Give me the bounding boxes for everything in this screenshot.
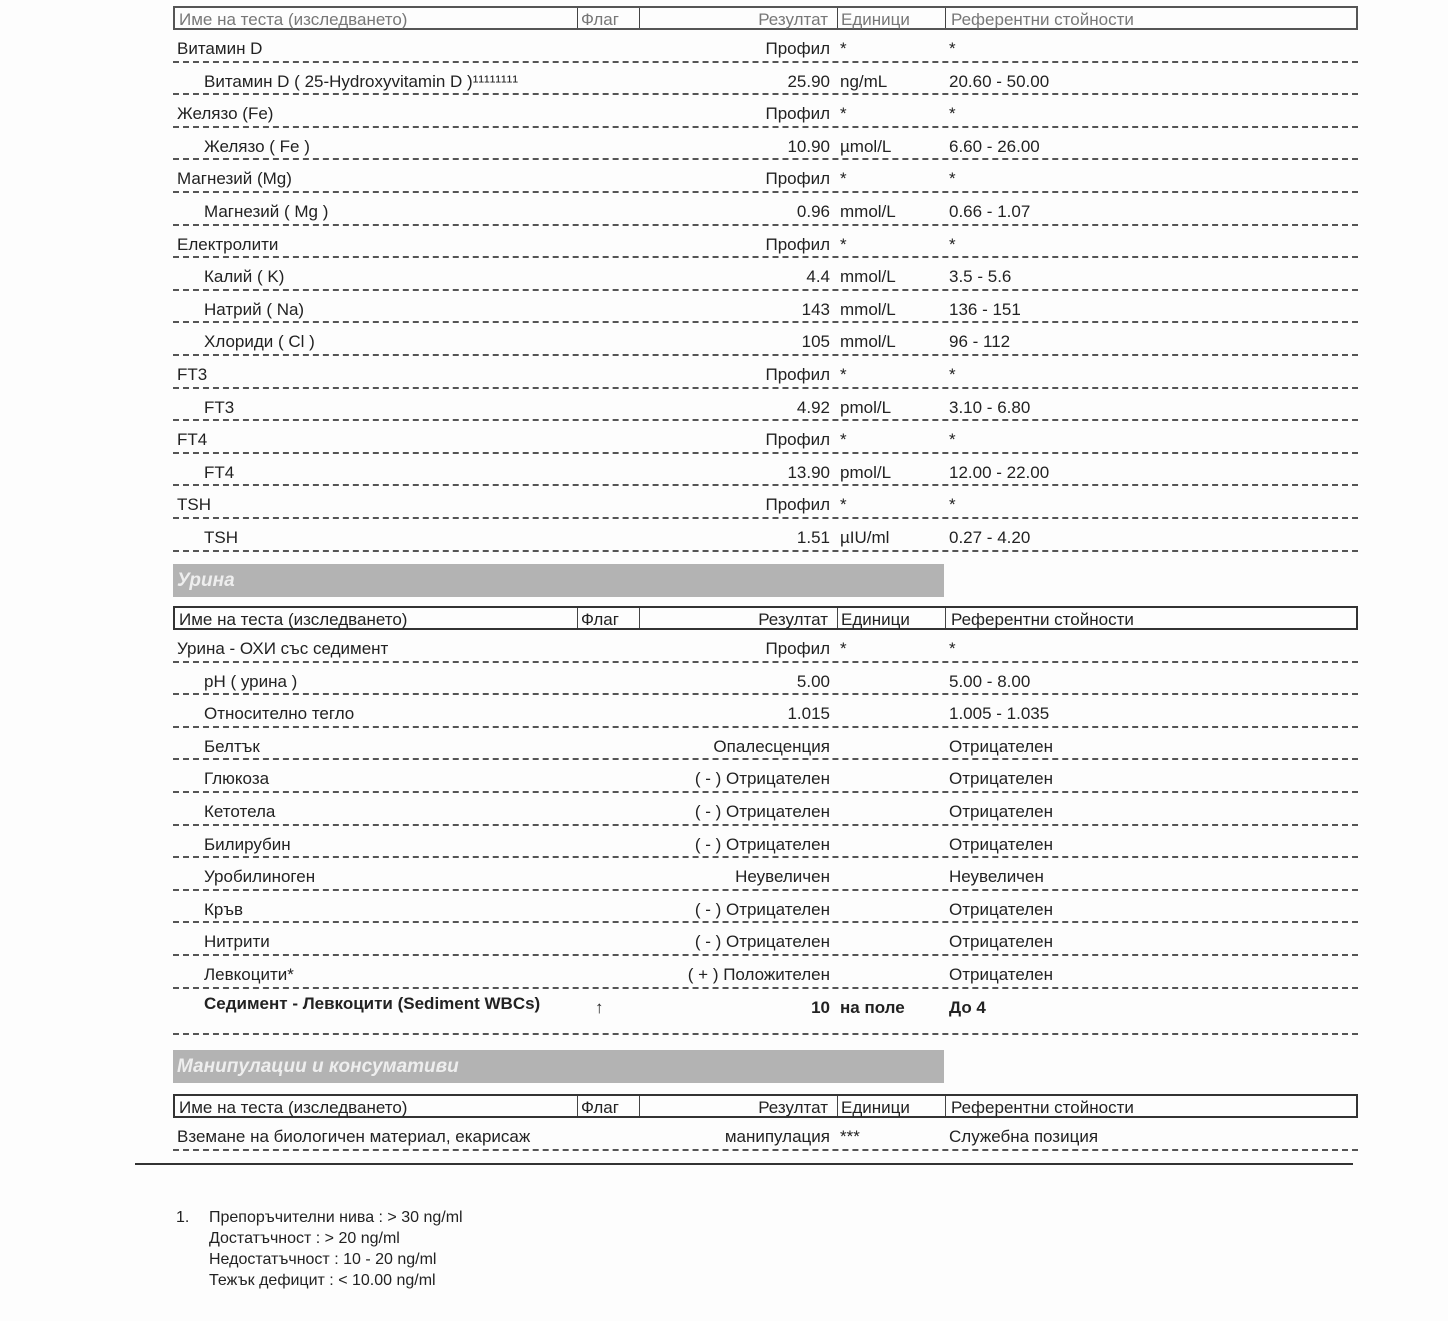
units: * [840,39,847,58]
units: mmol/L [840,201,896,221]
column-header-name: Име на теста (изследването) [179,610,408,629]
table-row [173,826,1358,859]
test-name: FT4 [204,462,235,482]
table-row [173,389,1358,422]
units: * [840,169,847,189]
column-header-reference: Референтни стойности [951,610,1134,629]
table-row [173,258,1358,291]
reference-range: 0.27 - 4.20 [949,527,1031,547]
result-value: Профил [765,639,830,658]
table-row [173,291,1358,324]
units: * [840,430,847,450]
test-name: Нитрити [204,932,270,952]
column-header-name: Име на теста (изследването) [179,1098,408,1117]
lab-results-table-urine [173,606,1358,1035]
units: *** [840,1127,860,1146]
result-value: Профил [765,169,830,189]
result-value: Неувеличен [735,867,830,887]
reference-range: 5.00 - 8.00 [949,671,1031,691]
footnote-line: Достатъчност : > 20 ng/ml [209,1230,400,1247]
test-name: Електролити [177,234,279,254]
reference-range: Отрицателен [949,899,1054,919]
test-name: Билирубин [204,834,291,854]
reference-range: * [949,430,956,450]
test-name: Калий ( K) [204,267,285,287]
table-row [173,793,1358,826]
result-value: 105 [801,332,830,352]
column-header-result: Резултат [758,610,828,629]
table-header [173,1094,1358,1118]
column-header-flag: Флаг [581,10,619,29]
column-header-units: Единици [841,610,910,629]
reference-range: 0.66 - 1.07 [949,201,1031,221]
reference-range: Отрицателен [949,834,1054,854]
reference-range: 3.10 - 6.80 [949,397,1031,417]
result-value: 4.92 [796,397,830,417]
column-separator [945,608,946,628]
table-row [173,160,1358,193]
units: pmol/L [840,462,892,482]
test-name: Вземане на биологичен материал, екарисаж [177,1127,531,1146]
reference-range: 20.60 - 50.00 [949,71,1050,91]
result-value: 4.4 [806,267,830,287]
footnote [176,1207,463,1291]
table-row [173,989,1358,1035]
reference-range: 12.00 - 22.00 [949,462,1050,482]
result-value: 10 [811,997,830,1017]
column-separator [639,1096,640,1116]
result-value: Профил [765,104,830,124]
table-row [173,956,1358,989]
column-separator [837,608,838,628]
column-separator [577,608,578,628]
table-row [173,663,1358,696]
test-name: TSH [204,527,238,547]
result-value: 25.90 [787,71,830,91]
column-separator [577,8,578,28]
table-row [173,95,1358,128]
table-row [173,486,1358,519]
table-row [173,1118,1358,1151]
test-name: Относително тегло [204,704,355,724]
test-name: FT4 [177,430,208,450]
result-value: Профил [765,430,830,450]
test-name: FT3 [204,397,235,417]
units: * [840,234,847,254]
table-header [173,606,1358,630]
footnote-line: Недостатъчност : 10 - 20 ng/ml [209,1251,437,1268]
result-value: Профил [765,364,830,384]
test-name: FT3 [177,364,208,384]
test-name: Желязо ( Fe ) [204,136,310,156]
table-row [173,923,1358,956]
test-name: Магнезий ( Mg ) [204,201,329,221]
table-row [173,421,1358,454]
test-name: Желязо (Fe) [177,104,274,124]
reference-range: * [949,639,956,658]
column-separator [577,1096,578,1116]
result-value: 0.96 [796,201,830,221]
units: mmol/L [840,299,896,319]
column-header-result: Резултат [758,10,828,29]
reference-range: 1.005 - 1.035 [949,704,1050,724]
test-name: Магнезий (Mg) [177,169,292,189]
reference-range: Отрицателен [949,932,1054,952]
test-name: Кръв [204,899,244,919]
result-value: Профил [765,39,830,58]
reference-range: До 4 [949,997,986,1017]
table-row [173,760,1358,793]
result-value: ( + ) Положителен [687,964,830,984]
table-row [173,226,1358,259]
table-row [173,728,1358,761]
reference-range: Служебна позиция [949,1127,1099,1146]
units: pmol/L [840,397,892,417]
reference-range: Отрицателен [949,801,1054,821]
column-header-reference: Референтни стойности [951,10,1134,29]
units: * [840,364,847,384]
result-value: ( - ) Отрицателен [694,899,830,919]
reference-range: Отрицателен [949,736,1054,756]
table-row [173,63,1358,96]
reference-range: * [949,169,956,189]
test-name: Витамин D [177,39,263,58]
test-name: Глюкоза [204,769,270,789]
test-name: Левкоцити* [204,964,294,984]
reference-range: 136 - 151 [949,299,1021,319]
lab-results-table-manipulations [173,1094,1358,1151]
reference-range: * [949,234,956,254]
table-row [173,630,1358,663]
result-value: ( - ) Отрицателен [694,834,830,854]
result-value: ( - ) Отрицателен [694,801,830,821]
table-row [173,519,1358,552]
column-header-flag: Флаг [581,1098,619,1117]
reference-range: 96 - 112 [949,332,1011,352]
reference-range: * [949,39,956,58]
reference-range: 6.60 - 26.00 [949,136,1040,156]
units: µmol/L [840,136,892,156]
reference-range: * [949,495,956,515]
table-row [173,891,1358,924]
units: µIU/ml [840,527,890,547]
table-row [173,323,1358,356]
column-separator [837,1096,838,1116]
section-header-manipulations: Манипулации и консумативи [173,1050,944,1083]
reference-range: Отрицателен [949,964,1054,984]
test-name: Седимент - Левкоцити (Sediment WBCs) [204,993,541,1013]
result-value: 5.00 [796,671,830,691]
column-header-reference: Референтни стойности [951,1098,1134,1117]
test-name: Урина - ОХИ със седимент [177,639,389,658]
footer-divider [135,1163,1353,1165]
footnote-line: Тежък дефицит : < 10.00 ng/ml [209,1272,436,1289]
result-value: Опалесценция [713,736,830,756]
column-header-name: Име на теста (изследването) [179,10,408,29]
table-row [173,858,1358,891]
table-row [173,356,1358,389]
reference-range: * [949,364,956,384]
result-value: Профил [765,495,830,515]
result-value: 1.51 [796,527,830,547]
reference-range: 3.5 - 5.6 [949,267,1012,287]
result-value: Профил [765,234,830,254]
test-name: Белтък [204,736,260,756]
result-value: ( - ) Отрицателен [694,769,830,789]
table-row [173,30,1358,63]
test-name: Хлориди ( Cl ) [204,332,315,352]
column-header-result: Резултат [758,1098,828,1117]
column-separator [639,8,640,28]
test-name: Натрий ( Na) [204,299,305,319]
test-name: TSH [177,495,211,515]
result-value: 1.015 [787,704,830,724]
footnote-line: Препоръчителни нива : > 30 ng/ml [209,1209,463,1226]
footnote-number: 1. [176,1209,190,1226]
reference-range: * [949,104,956,124]
flag: ↑ [595,997,604,1017]
units: на поле [840,997,905,1017]
test-name: Витамин D ( 25-Hydroxyvitamin D )¹¹¹¹¹¹¹¹ [204,71,519,91]
reference-range: Отрицателен [949,769,1054,789]
table-row [173,695,1358,728]
units: ng/mL [840,71,888,91]
units: mmol/L [840,267,896,287]
test-name: Уробилиноген [204,867,316,887]
units: * [840,495,847,515]
units: * [840,639,847,658]
table-row [173,128,1358,161]
column-separator [945,1096,946,1116]
result-value: 10.90 [787,136,830,156]
table-row [173,193,1358,226]
column-header-flag: Флаг [581,610,619,629]
result-value: манипулация [724,1127,830,1146]
table-header [173,6,1358,30]
result-value: 143 [801,299,830,319]
result-value: ( - ) Отрицателен [694,932,830,952]
column-separator [639,608,640,628]
column-header-units: Единици [841,10,910,29]
reference-range: Неувеличен [949,867,1044,887]
units: mmol/L [840,332,896,352]
table-row [173,454,1358,487]
test-name: pH ( урина ) [204,671,298,691]
section-header-urine: Урина [173,564,944,597]
column-separator [837,8,838,28]
column-separator [945,8,946,28]
column-header-units: Единици [841,1098,910,1117]
lab-results-table-biochemistry [173,6,1358,552]
units: * [840,104,847,124]
test-name: Кетотела [204,801,276,821]
result-value: 13.90 [787,462,830,482]
